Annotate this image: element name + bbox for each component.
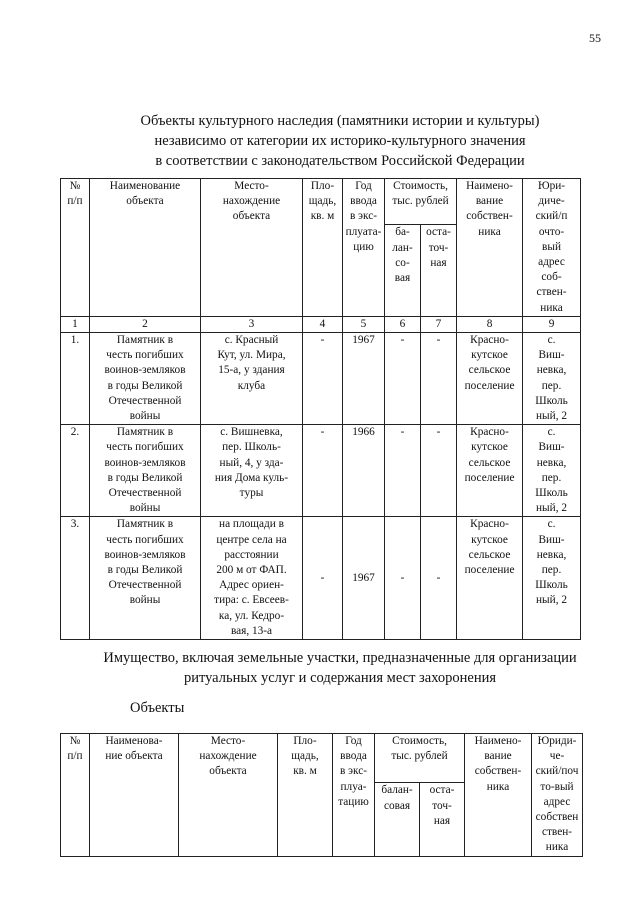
- cell-address: [523, 517, 581, 640]
- cell-line: вый: [542, 240, 561, 253]
- cell-line: 200 м от ФАП.: [216, 564, 287, 577]
- cell-line: войны: [129, 502, 161, 515]
- header-cell-name: [90, 179, 201, 317]
- cell-line: пер. Школь-: [222, 441, 281, 454]
- header-cell-balance: [375, 783, 420, 856]
- column-number: 9: [523, 316, 581, 332]
- cell-line: честь погибших: [106, 441, 184, 454]
- cell-year: 1967: [343, 517, 385, 640]
- cell-line: Красно-: [470, 334, 509, 347]
- cell-location: [201, 517, 303, 640]
- cell-line: тацию: [338, 795, 369, 808]
- cell-line: че-: [549, 750, 565, 763]
- cell-line: кв. м: [310, 210, 335, 223]
- cell-line: Памятник в: [116, 334, 174, 347]
- cell-year: 1966: [343, 425, 385, 517]
- cell-name: [90, 425, 201, 517]
- header-cell-num: [61, 734, 90, 857]
- cell-line: ный, 2: [536, 410, 567, 423]
- cell-line: диче-: [538, 195, 565, 208]
- cell-line: пер.: [541, 471, 562, 484]
- cell-line: Юри-: [537, 180, 566, 192]
- column-number: 4: [303, 316, 343, 332]
- cell-line: в годы Великой: [107, 564, 183, 577]
- cell-line: ба-: [395, 226, 410, 239]
- cell-line: Школь: [535, 487, 568, 500]
- cell-line: кв. м: [293, 765, 317, 778]
- cell-line: на площади в: [219, 518, 284, 531]
- title-line: ритуальных услуг и содержания мест захоронения: [183, 670, 497, 686]
- header-cell-name: [90, 734, 179, 857]
- cell-line: объекта: [126, 195, 164, 208]
- cell-line: Наимено-: [466, 180, 513, 192]
- subheading-objects: Объекты: [130, 700, 185, 716]
- header-cell-num: [61, 179, 90, 317]
- cell-line: ный, 2: [536, 594, 567, 607]
- cell-line: Школь: [535, 579, 568, 592]
- cell-line: Красно-: [470, 426, 509, 439]
- cell-line: объекта: [232, 210, 271, 223]
- column-number: 3: [201, 316, 303, 332]
- header-cell-year: [333, 734, 375, 857]
- cell-line: ная: [433, 814, 451, 827]
- cell-line: Отечественной: [108, 394, 182, 407]
- cell-line: туры: [239, 487, 264, 500]
- cell-line: Юриди-: [537, 735, 577, 747]
- column-number-row: [61, 316, 581, 332]
- cell-line: Место-: [234, 180, 269, 192]
- cell-line: балан-: [381, 784, 413, 797]
- table-header-row: [61, 179, 581, 225]
- cell-line: в годы Великой: [107, 379, 183, 392]
- cell-owner: [457, 517, 523, 640]
- cell-line: сельское: [468, 548, 511, 561]
- cell-line: войны: [129, 410, 161, 423]
- cell-line: в экс-: [340, 765, 367, 778]
- cell-line: сельское: [468, 364, 511, 377]
- cell-line: Школь: [535, 394, 568, 407]
- cell-line: ский/п: [535, 210, 568, 223]
- section-title-ritual-services: [60, 648, 620, 688]
- cell-line: со-: [395, 256, 410, 269]
- header-cell-cost: [375, 734, 465, 783]
- cell-name: [90, 333, 201, 425]
- cell-line: собствен-: [466, 210, 513, 223]
- cell-line: соб-: [541, 271, 562, 284]
- cell-line: центре села на: [216, 533, 287, 546]
- cell-line: тыс. рублей: [392, 195, 449, 208]
- cell-line: нахождение: [222, 195, 281, 208]
- header-cell-address: [532, 734, 583, 857]
- cell-line: клуба: [237, 379, 266, 392]
- cell-line: точ-: [432, 799, 452, 812]
- title-line: Объекты культурного наследия (памятники истории и культуры): [140, 113, 540, 129]
- cell-line: Виш-: [538, 441, 565, 454]
- cell-address: [523, 333, 581, 425]
- cell-line: точ-: [428, 241, 449, 254]
- cell-residual: -: [421, 425, 457, 517]
- cell-balance: -: [385, 425, 421, 517]
- cell-line: поселение: [464, 471, 515, 484]
- cell-line: пер.: [541, 564, 562, 577]
- cell-line: кутское: [471, 441, 508, 454]
- cell-line: Адрес ориен-: [219, 579, 284, 592]
- cell-line: ника: [478, 225, 501, 238]
- cell-line: кутское: [471, 349, 508, 362]
- cell-line: сельское: [468, 456, 511, 469]
- cell-line: Стоимость,: [393, 180, 448, 192]
- cell-line: ника: [486, 780, 510, 793]
- cell-line: Виш-: [538, 533, 565, 546]
- cell-line: Отечественной: [108, 579, 182, 592]
- title-line: Имущество, включая земельные участки, предназначенные для организации: [103, 650, 577, 666]
- table-row: [61, 425, 581, 517]
- cell-line: плуата-: [345, 225, 382, 238]
- column-number: 6: [385, 316, 421, 332]
- cell-line: Памятник в: [116, 426, 174, 439]
- cell-line: Наименова-: [105, 735, 163, 747]
- cell-line: ника: [540, 301, 563, 314]
- cell-area: -: [303, 425, 343, 517]
- cell-residual: -: [421, 517, 457, 640]
- cell-line: с.: [547, 334, 556, 347]
- cell-line: Кут, ул. Мира,: [217, 349, 286, 362]
- header-cell-location: [179, 734, 278, 857]
- cell-line: очто-: [538, 225, 565, 238]
- cell-line: ввода: [340, 750, 367, 763]
- cell-line: Памятник в: [116, 518, 174, 531]
- cell-line: войны: [129, 594, 161, 607]
- cell-line: оста-: [429, 784, 455, 797]
- header-cell-balance: [385, 225, 421, 316]
- cell-line: №: [69, 180, 81, 192]
- cell-line: поселение: [464, 564, 515, 577]
- cell-num: 3.: [61, 517, 90, 640]
- cell-line: Год: [345, 735, 362, 747]
- table-row: [61, 333, 581, 425]
- cell-line: собствен: [535, 811, 579, 824]
- cell-year: 1967: [343, 333, 385, 425]
- header-cell-area: [278, 734, 333, 857]
- cell-line: ка, ул. Кедро-: [218, 609, 285, 622]
- cell-line: вая, 13-а: [230, 624, 273, 637]
- cell-num: 2.: [61, 425, 90, 517]
- title-line: независимо от категории их историко-культурного значения: [154, 133, 526, 149]
- cell-line: нахождение: [199, 750, 257, 763]
- cell-line: Наимено-: [474, 735, 522, 747]
- cell-line: ный, 2: [536, 502, 567, 515]
- cell-line: честь погибших: [106, 533, 184, 546]
- header-cell-address: [523, 179, 581, 317]
- cell-balance: -: [385, 517, 421, 640]
- cell-area: -: [303, 333, 343, 425]
- table-header-row: [61, 734, 583, 783]
- cell-line: вание: [484, 750, 512, 763]
- cell-line: кутское: [471, 533, 508, 546]
- cell-line: п/п: [67, 195, 83, 208]
- cell-owner: [457, 333, 523, 425]
- header-cell-area: [303, 179, 343, 317]
- cell-line: воинов-земляков: [104, 548, 186, 561]
- cell-owner: [457, 425, 523, 517]
- cell-line: с. Красный: [224, 334, 279, 347]
- cell-line: цию: [353, 240, 374, 253]
- cell-line: адрес: [538, 256, 565, 269]
- cell-line: Отечественной: [108, 487, 182, 500]
- cell-line: ника: [545, 841, 569, 854]
- column-number: 5: [343, 316, 385, 332]
- header-cell-owner: [457, 179, 523, 317]
- cell-line: ввода: [350, 195, 377, 208]
- header-cell-year: [343, 179, 385, 317]
- cell-line: в экс-: [350, 210, 377, 223]
- cell-line: ный, 4, у зда-: [219, 456, 284, 469]
- cell-line: адрес: [543, 795, 571, 808]
- cell-line: с.: [547, 426, 556, 439]
- cell-line: невка,: [536, 456, 567, 469]
- cell-line: Место-: [210, 735, 246, 747]
- cell-area: -: [303, 517, 343, 640]
- header-cell-residual: [420, 783, 465, 856]
- cell-line: ствен-: [541, 826, 573, 839]
- cell-line: невка,: [536, 364, 567, 377]
- cell-line: Пло-: [310, 180, 335, 192]
- cell-line: совая: [383, 799, 411, 812]
- cell-line: вая: [394, 272, 411, 285]
- cell-line: тира: с. Евсеев-: [214, 594, 289, 607]
- column-number: 8: [457, 316, 523, 332]
- page-number: 55: [589, 31, 601, 45]
- cell-line: собствен-: [474, 765, 522, 778]
- cell-line: с. Вишневка,: [220, 426, 283, 439]
- cell-line: расстоянии: [224, 548, 279, 561]
- cell-location: [201, 425, 303, 517]
- cell-line: объекта: [209, 765, 247, 778]
- cell-line: ная: [430, 256, 447, 269]
- cell-line: ствен-: [536, 286, 567, 299]
- cell-line: ние объекта: [105, 750, 163, 763]
- column-number: 1: [61, 316, 90, 332]
- cell-num: 1.: [61, 333, 90, 425]
- cell-address: [523, 425, 581, 517]
- cell-line: вание: [475, 195, 504, 208]
- section-title-cultural-heritage: [60, 111, 620, 171]
- cell-line: воинов-земляков: [104, 364, 186, 377]
- cell-line: тыс. рублей: [391, 750, 448, 763]
- ritual-services-table: [60, 733, 583, 857]
- cell-line: Наименование: [109, 180, 181, 192]
- cell-line: щадь,: [291, 750, 319, 763]
- cultural-heritage-table: [60, 178, 581, 640]
- cell-location: [201, 333, 303, 425]
- cell-name: [90, 517, 201, 640]
- column-number: 7: [421, 316, 457, 332]
- cell-line: №: [69, 735, 81, 747]
- table-row: [61, 517, 581, 640]
- cell-line: Пло-: [293, 735, 317, 747]
- cell-line: оста-: [426, 226, 451, 239]
- cell-line: Год: [355, 180, 372, 192]
- cell-line: ский/поч: [535, 765, 579, 778]
- cell-line: щадь,: [308, 195, 337, 208]
- header-cell-location: [201, 179, 303, 317]
- cell-line: плуа-: [340, 780, 367, 793]
- cell-line: то-вый: [540, 780, 574, 793]
- cell-line: в годы Великой: [107, 471, 183, 484]
- cell-line: пер.: [541, 379, 562, 392]
- cell-line: 15-а, у здания: [218, 364, 285, 377]
- header-cell-residual: [421, 225, 457, 316]
- cell-balance: -: [385, 333, 421, 425]
- cell-line: с.: [547, 518, 556, 531]
- cell-line: Виш-: [538, 349, 565, 362]
- cell-line: лан-: [392, 241, 413, 254]
- cell-line: поселение: [464, 379, 515, 392]
- cell-line: ния Дома куль-: [214, 471, 289, 484]
- cell-line: Красно-: [470, 518, 509, 531]
- cell-line: воинов-земляков: [104, 456, 186, 469]
- header-cell-owner: [465, 734, 532, 857]
- header-cell-cost: [385, 179, 457, 225]
- cell-line: честь погибших: [106, 349, 184, 362]
- title-line: в соответствии с законодательством Российской Федерации: [155, 153, 525, 169]
- cell-line: п/п: [67, 750, 83, 763]
- cell-line: невка,: [536, 548, 567, 561]
- cell-residual: -: [421, 333, 457, 425]
- column-number: 2: [90, 316, 201, 332]
- cell-line: Стоимость,: [392, 735, 447, 747]
